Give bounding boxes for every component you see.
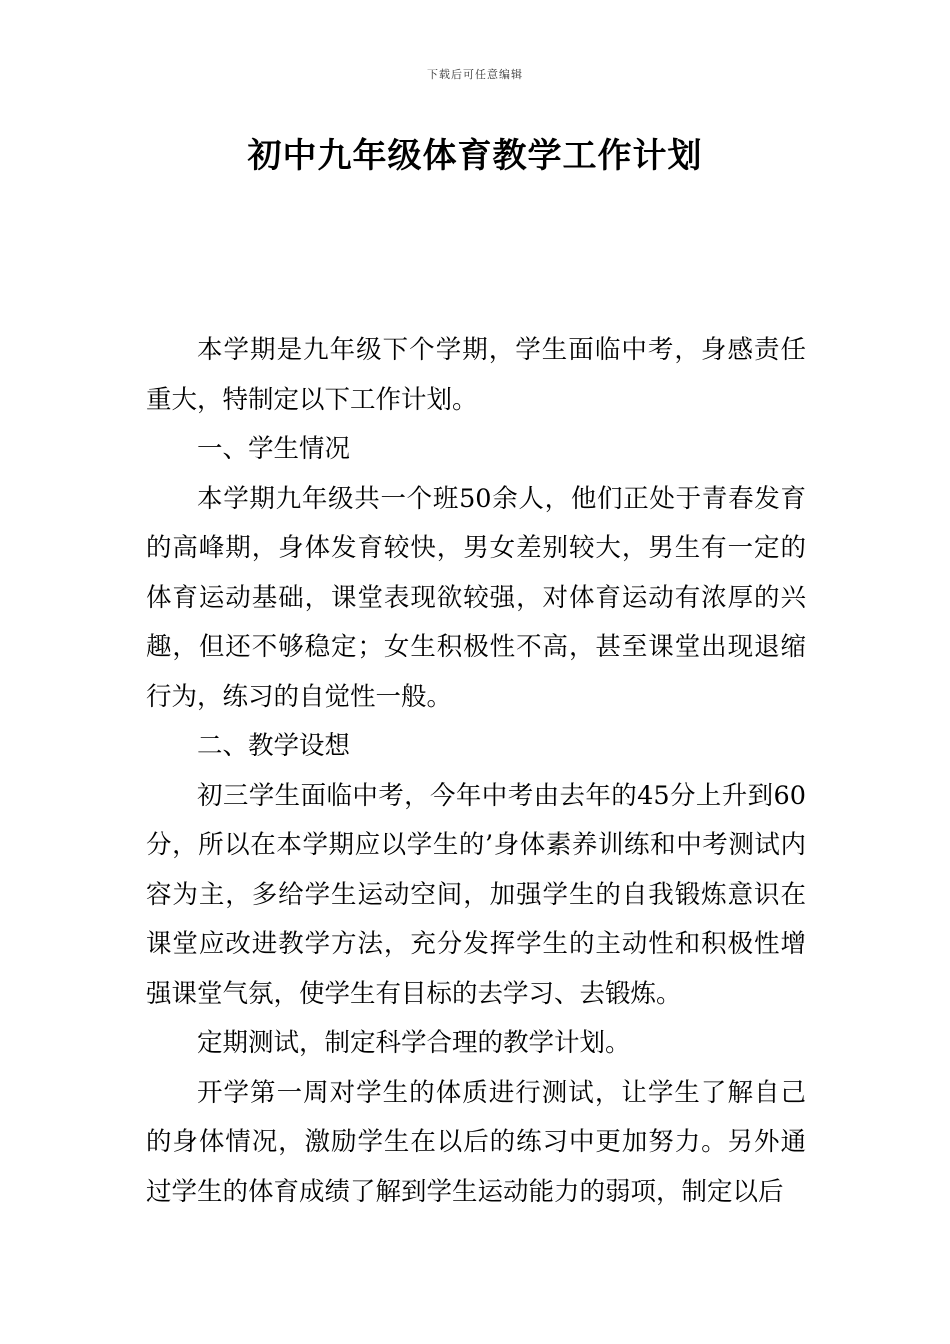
paragraph-teaching-plan: 初三学生面临中考，今年中考由去年的45分上升到60分，所以在本学期应以学生的’身体素养训练和中考测试内容为主，多给学生运动空间，加强学生的自我锻炼意识在课堂应改进教学方法，充分发挥学生的主动性和积极性增强课堂气氛，使学生有目标的去学习、去锻炼。	[146, 780, 806, 1009]
document-body	[146, 326, 806, 1217]
paragraph-first-week-test: 开学第一周对学生的体质进行测试，让学生了解自己的身体情况，激励学生在以后的练习中更加努力。另外通过学生的体育成绩了解到学生运动能力的弱项，制定以后	[146, 1077, 806, 1207]
paragraph-intro: 本学期是九年级下个学期，学生面临中考，身感责任重大，特制定以下工作计划。	[146, 335, 806, 415]
section-heading-student-situation: 一、学生情况	[197, 434, 351, 464]
section-heading-teaching-plan: 二、教学设想	[197, 731, 351, 761]
header-note: 下载后可任意编辑	[427, 68, 523, 81]
document-title: 初中九年级体育教学工作计划	[247, 136, 703, 176]
paragraph-student-situation: 本学期九年级共一个班50余人，他们正处于青春发育的高峰期，身体发育较快，男女差别较大，男生有一定的体育运动基础，课堂表现欲较强，对体育运动有浓厚的兴趣，但还不够稳定；女生积极性不高，甚至课堂出现退缩行为，练习的自觉性一般。	[146, 483, 806, 712]
paragraph-periodic-testing: 定期测试，制定科学合理的教学计划。	[197, 1028, 631, 1058]
